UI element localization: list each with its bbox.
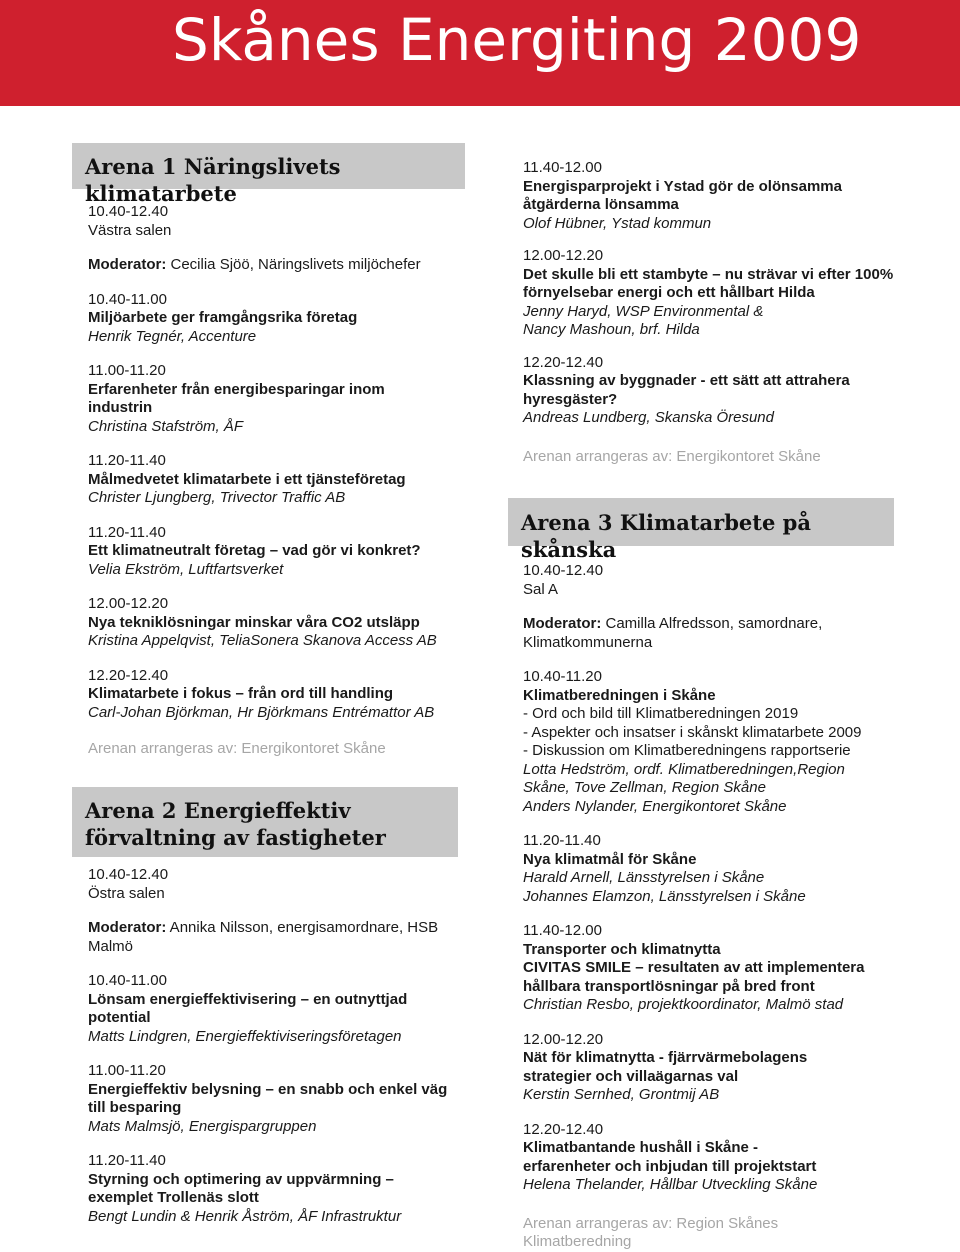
session-title: Miljöarbete ger framgångsrika företag (88, 309, 358, 326)
arena1-moderator (88, 256, 468, 275)
session-speaker: Mats Malmsjö, Energispargruppen (88, 1117, 317, 1135)
arena3-heading: Arena 3 Klimatarbete på skånska (508, 498, 894, 546)
session-line: - Aspekter och insatser i skånskt klimatarbete 2009 (523, 723, 862, 741)
session-title: erfarenheter och inbjudan till projektstart (523, 1157, 817, 1175)
session-title: Nya tekniklösningar minskar våra CO2 utsläpp (88, 613, 420, 631)
session (523, 1031, 903, 1105)
session-speaker: Christer Ljungberg, Trivector Traffic AB (88, 489, 346, 506)
arena3-time: 10.40-12.40 (523, 562, 604, 579)
session (523, 1121, 903, 1195)
session-speaker: Anders Nylander, Energikontoret Skåne (523, 797, 787, 815)
session-title: Energieffektiv belysning – en snabb och enkel väg till besparing (88, 1080, 448, 1116)
arena3-program (523, 562, 903, 1252)
session-title: Nya klimatmål för Skåne (523, 850, 697, 868)
arena2-program (88, 866, 473, 1242)
session (523, 832, 903, 906)
arena1-program (88, 203, 468, 759)
session-speaker: Kerstin Sernhed, Grontmij AB (523, 1086, 720, 1103)
arena2-moderator (88, 919, 473, 956)
session-time: 12.20-12.40 (523, 1120, 604, 1138)
session-speaker: Christina Stafström, ÅF (88, 417, 244, 435)
session-speaker: Johannes Elamzon, Länsstyrelsen i Skåne (523, 887, 806, 905)
session-time: 12.20-12.40 (523, 353, 604, 371)
session-time: 11.20-11.40 (88, 1152, 166, 1169)
arena1-time: 10.40-12.40 (88, 203, 169, 220)
session-title: Målmedvetet klimatarbete i ett tjänsteföretag (88, 470, 406, 488)
session-title: CIVITAS SMILE – resultaten av att implementera hållbara transportlösningar på bred front (523, 959, 865, 995)
session-time: 11.40-12.00 (523, 922, 602, 939)
session-title: Klimatberedningen i Skåne (523, 686, 716, 704)
session-speaker: Kristina Appelqvist, TeliaSonera Skanova Access AB (88, 632, 437, 649)
session-speaker: Christian Resbo, projektkoordinator, Malmö stad (523, 996, 844, 1013)
arena2-heading: Arena 2 Energieffektiv förvaltning av fastigheter (72, 787, 458, 857)
session-speaker: Bengt Lundin & Henrik Åström, ÅF Infrastruktur (88, 1207, 402, 1225)
session-speaker: Matts Lindgren, Energieffektiviseringsföretagen (88, 1027, 402, 1045)
session-time: 11.20-11.40 (523, 832, 601, 849)
session-title: Energisparprojekt i Ystad gör de olönsamma åtgärderna lönsamma (523, 177, 842, 213)
header-banner (0, 0, 960, 106)
session (88, 595, 468, 651)
moderator-name: Annika Nilsson, energisamordnare, HSB Malmö (88, 919, 439, 955)
session-speaker: Andreas Lundberg, Skanska Öresund (523, 409, 774, 426)
session-time: 11.00-11.20 (88, 362, 166, 379)
session (88, 1152, 473, 1226)
arena1-info (88, 203, 468, 240)
session-speaker: Henrik Tegnér, Accenture (88, 327, 257, 345)
session-title: Lönsam energieffektivisering – en outnyttjad potential (88, 990, 408, 1026)
session-time: 11.00-11.20 (88, 1062, 166, 1079)
session-title: Ett klimatneutralt företag – vad gör vi konkret? (88, 542, 421, 559)
session (523, 922, 903, 1015)
session-time: 12.00-12.20 (523, 1030, 604, 1048)
session-time: 12.00-12.20 (88, 595, 169, 612)
session-line: - Ord och bild till Klimatberedningen 2019 (523, 705, 799, 722)
session-speaker: Carl-Johan Björkman, Hr Björkmans Entrémattor AB (88, 703, 435, 721)
session (88, 667, 468, 723)
session-title: Styrning och optimering av uppvärmning – exemplet Trollenäs slott (88, 1170, 394, 1206)
session-title: Det skulle bli ett stambyte – nu strävar vi efter 100% förnyelsebar energi och ett hållbart Hilda (523, 265, 894, 301)
session-speaker: Jenny Haryd, WSP Environmental & Nancy Mashoun, brf. Hilda (523, 302, 764, 338)
session (88, 362, 468, 436)
session-title: Nät för klimatnytta - fjärrvärmebolagens strategier och villaägarnas val (523, 1049, 808, 1085)
session-speaker: Helena Thelander, Hållbar Utveckling Skåne (523, 1176, 818, 1193)
arena3-room: Sal A (523, 580, 559, 598)
session-time: 11.20-11.40 (88, 523, 166, 541)
session-time: 11.20-11.40 (88, 452, 166, 469)
session (523, 159, 903, 233)
session-speaker: Velia Ekström, Luftfartsverket (88, 560, 284, 578)
arena3-info (523, 562, 903, 599)
session-time: 10.40-11.00 (88, 972, 167, 989)
session-title: Erfarenheter från energibesparingar inom industrin (88, 380, 385, 416)
session (88, 524, 468, 580)
arena2-info (88, 866, 473, 903)
session-time: 12.00-12.20 (523, 247, 604, 264)
session (523, 354, 903, 428)
session (88, 1062, 473, 1136)
session (88, 452, 468, 508)
arena2-arranger: Arenan arrangeras av: Energikontoret Skåne (523, 447, 821, 465)
session-speaker: Olof Hübner, Ystad kommun (523, 214, 712, 232)
arena2-time: 10.40-12.40 (88, 866, 169, 883)
arena1-heading: Arena 1 Näringslivets klimatarbete (72, 143, 465, 189)
moderator-label: Moderator: (88, 256, 167, 273)
session (88, 291, 468, 347)
session-line: - Diskussion om Klimatberedningens rapportserie (523, 742, 851, 759)
session (523, 247, 903, 340)
moderator-label: Moderator: (88, 919, 167, 936)
session-title: Transporter och klimatnytta (523, 940, 721, 958)
session-title: Klimatbantande hushåll i Skåne - (523, 1139, 759, 1156)
moderator-name: Camilla Alfredsson, samordnare, Klimatkommunerna (523, 615, 823, 651)
moderator-label: Moderator: (523, 615, 602, 632)
session-time: 10.40-11.00 (88, 290, 167, 308)
moderator-name: Cecilia Sjöö, Näringslivets miljöchefer (166, 256, 421, 273)
session-time: 11.40-12.00 (523, 159, 602, 176)
session-title: Klimatarbete i fokus – från ord till handling (88, 685, 394, 702)
arena1-arranger: Arenan arrangeras av: Energikontoret Skåne (88, 740, 386, 757)
arena2-room: Östra salen (88, 884, 165, 902)
arena3-moderator (523, 615, 903, 652)
arena3-arranger: Arenan arrangeras av: Region Skånes Klimatberedning (523, 1214, 779, 1250)
session-speaker: Harald Arnell, Länsstyrelsen i Skåne (523, 869, 765, 886)
session-time: 10.40-11.20 (523, 668, 602, 685)
session-title: Klassning av byggnader - ett sätt att attrahera hyresgäster? (523, 372, 850, 408)
page-title: Skånes Energiting 2009 (172, 6, 862, 74)
arena1-room: Västra salen (88, 221, 172, 239)
session (88, 972, 473, 1046)
session-speaker: Lotta Hedström, ordf. Klimatberedningen,Region Skåne, Tove Zellman, Region Skåne (523, 760, 845, 796)
arena2-program-continued (523, 159, 903, 466)
session (523, 668, 903, 816)
session-time: 12.20-12.40 (88, 666, 169, 684)
